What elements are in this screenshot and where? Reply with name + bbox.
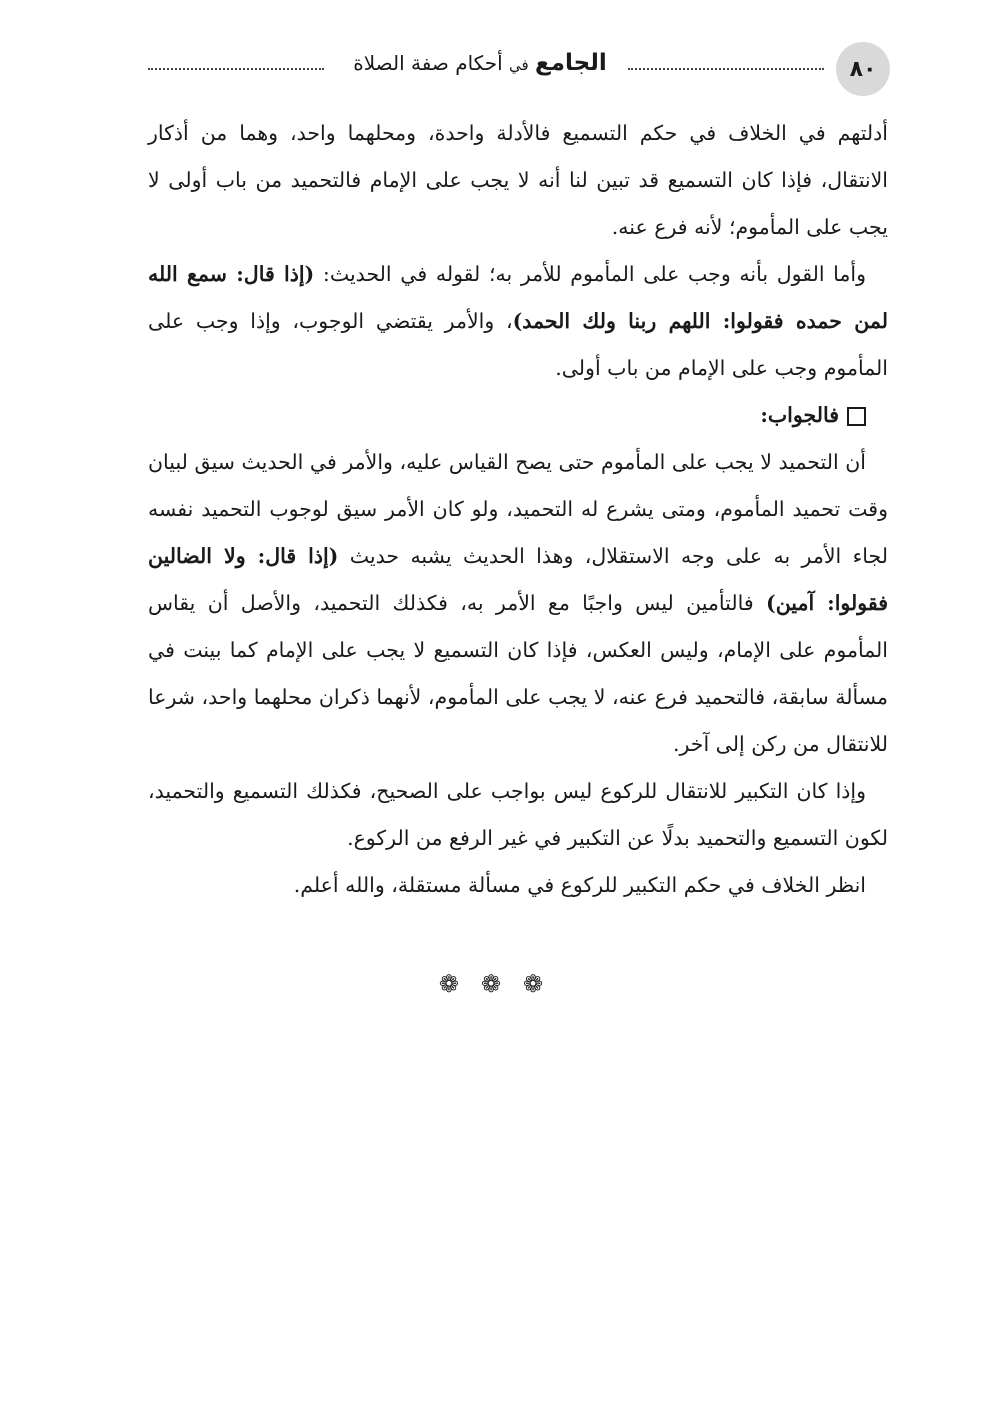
running-title-main: الجامع (535, 50, 607, 76)
header-divider-right (628, 68, 824, 70)
page-body (148, 110, 888, 909)
section-end-ornament: ❁❁❁ (438, 970, 566, 998)
answer-label: فالجواب: (760, 403, 839, 427)
paragraph-3-intro: أن التحميد لا يجب على المأموم حتى يصح القياس عليه، والأمر في الحديث سيق لبيان وقت تحميد المأموم، ومتى يشرع له التحميد، ولو كان الأمر سيق لوجوب التحميد نفسه لجاء الأمر به على وجه الاستقلال، وهذا الحديث يشبه حديث (148, 450, 888, 568)
paragraph-3 (148, 439, 888, 768)
page-header (140, 38, 890, 102)
running-title-fi: في (509, 56, 529, 74)
running-title-rest: أحكام صفة الصلاة (353, 51, 503, 75)
hadith-quote-1: (إذا قال: سمع الله لمن حمده فقولوا: اللهم ربنا ولك الحمد) (148, 262, 888, 333)
paragraph-4: وإذا كان التكبير للانتقال للركوع ليس بواجب على الصحيح، فكذلك التسميع والتحميد، لكون التسميع والتحميد بدلًا عن التكبير في غير الرفع من الركوع. (148, 779, 888, 850)
paragraph-2 (148, 251, 888, 392)
paragraph-1: أدلتهم في الخلاف في حكم التسميع فالأدلة واحدة، ومحلهما واحد، وهما من أذكار الانتقال، فإذا كان التسميع قد تبين لنا أنه لا يجب على الإمام فالتحميد من باب أولى لا يجب على المأموم؛ لأنه فرع عنه. (148, 121, 888, 239)
answer-heading (148, 392, 888, 439)
paragraph-2-intro: وأما القول بأنه وجب على المأموم للأمر به؛ لقوله في الحديث: (314, 262, 867, 286)
paragraph-2-rest: ، والأمر يقتضي الوجوب، وإذا وجب على المأموم وجب على الإمام من باب أولى. (148, 309, 888, 380)
paragraph-3-rest: فالتأمين ليس واجبًا مع الأمر به، فكذلك التحميد، والأصل أن يقاس المأموم على الإمام، وليس العكس، فإذا كان التسميع لا يجب على الإمام كما بينت في مسألة سابقة، فالتحميد فرع عنه، لا يجب على المأموم، لأنهما ذكران محلهما واحد، شرعا للانتقال من ركن إلى آخر. (148, 591, 889, 756)
checkbox-icon (847, 407, 866, 426)
hadith-quote-2: (إذا قال: ولا الضالين فقولوا: آمين) (148, 544, 888, 615)
page-number: ٨٠ (849, 56, 877, 82)
running-title (330, 50, 630, 76)
paragraph-5: انظر الخلاف في حكم التكبير للركوع في مسألة مستقلة، والله أعلم. (293, 873, 866, 897)
page-number-badge (836, 42, 890, 96)
header-divider-left (148, 68, 324, 70)
